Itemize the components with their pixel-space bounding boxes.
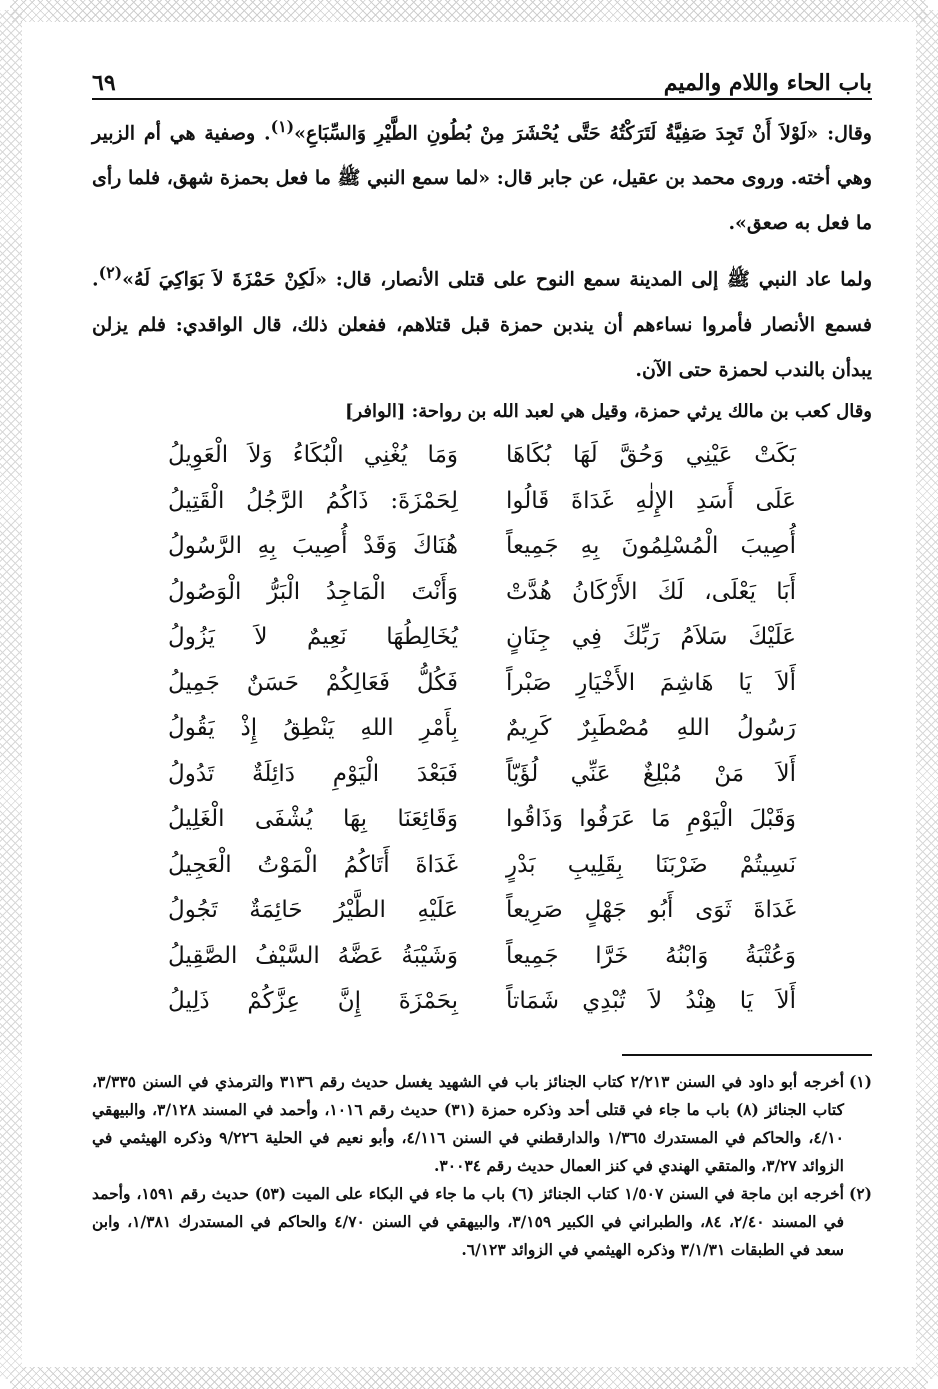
verse	[92, 660, 872, 706]
verse-first-hemistich: عَلَى أَسَدِ الإِلٰهِ غَدَاةَ قَالُوا	[506, 487, 796, 514]
verse	[92, 524, 872, 570]
verse	[92, 433, 872, 479]
footnote-ref[interactable]: (١)	[270, 117, 295, 136]
ornamental-border-bottom	[10, 1367, 928, 1389]
footnote-ref[interactable]: (٢)	[98, 263, 123, 283]
verse-first-hemistich: وَعُتْبَةُ وَابْنُهُ خَرَّا جَمِيعاً	[506, 942, 796, 969]
verse-first-hemistich: أَبَا يَعْلَى، لَكَ الأَرْكَانُ هُدَّتْ	[506, 578, 796, 605]
verse-first-hemistich: عَلَيْكَ سَلاَمُ رَبِّكَ فِي جِنَانٍ	[506, 624, 796, 651]
verse-second-hemistich: بِأَمْرِ اللهِ يَنْطِقُ إِذْ يَقُولُ	[168, 715, 458, 742]
verse	[92, 706, 872, 752]
verse	[92, 569, 872, 615]
verse-second-hemistich: فَبَعْدَ الْيَوْمِ دَائِلَةٌ تَدُولُ	[168, 760, 458, 787]
verse-first-hemistich: رَسُولُ اللهِ مُصْطَبِرٌ كَرِيمٌ	[506, 715, 796, 742]
hadith-quote: «لَوْلاَ أَنْ تَجِدَ صَفِيَّةُ لَتَرَكْتُهُ حَتَّى يُحْشَرَ مِنْ بُطُونِ الطَّيْرِ وَالسِّبَاعِ»	[294, 122, 819, 145]
verse-first-hemistich: بَكَتْ عَيْنِي وَحُقَّ لَهَا بُكَاهَا	[506, 442, 796, 469]
verse-second-hemistich: عَلَيْهِ الطَّيْرُ حَائِمَةٌ تَجُولُ	[168, 897, 458, 924]
footnote-number: (١)	[848, 1072, 872, 1092]
verse-second-hemistich: لِحَمْزَةَ: ذَاكُمُ الرَّجُلُ الْقَتِيلُ	[168, 487, 458, 514]
verse	[92, 888, 872, 934]
hadith-quote: «لَكِنْ حَمْزَةَ لاَ بَوَاكِيَ لَهُ»	[122, 268, 327, 291]
verse-second-hemistich: هُنَاكَ وَقَدْ أُصِيبَ بِهِ الرَّسُولُ	[168, 533, 458, 560]
verse-second-hemistich: يُخَالِطُهَا نَعِيمٌ لاَ يَزُولُ	[168, 624, 458, 651]
paragraph: وقال: «لَوْلاَ أَنْ تَجِدَ صَفِيَّةُ لَتَرَكْتُهُ حَتَّى يُحْشَرَ مِنْ بُطُونِ الطَّيْرِ وَالسِّبَاعِ»$^{(١)}$. وصفية هي أم الزبير وهي أخته. وروى محمد بن عقيل، عن جابر قال: «لما سمع النبي ﷺ ما فعل بحمزة شهق، فلما رأى ما فعل به صعق».	[92, 117, 872, 235]
verse-first-hemistich: وَقَبْلَ الْيَوْمِ مَا عَرَفُوا وَذَاقُوا	[506, 806, 796, 833]
ornamental-border-right	[916, 10, 938, 1379]
verse-first-hemistich: أَلاَ مَنْ مُبْلِغٌ عَنِّي لُؤَيّاً	[506, 760, 796, 787]
page-header	[92, 60, 872, 100]
verse	[92, 979, 872, 1025]
main-text	[92, 104, 872, 393]
footnote-separator	[622, 1054, 872, 1056]
footnote-text: أخرجه ابن ماجة في السنن ١/٥٠٧ كتاب الجنائز (٦) باب ما جاء في البكاء على الميت (٥٣) حديث رقم ١٥٩١، وأحمد في المسند ٢/٤٠، ٨٤، والطبراني في الكبير ٣/١٥٩، والبيهقي في السنن ٤/٧٠ والحاكم في المستدرك ١/٣٨١، وابن سعد في الطبقات ٣/١/٣١ وذكره الهيثمي في الزوائد ٦/١٢٣.	[92, 1184, 844, 1260]
verse	[92, 751, 872, 797]
paragraph: ولما عاد النبي ﷺ إلى المدينة سمع النوح على قتلى الأنصار، قال: «لَكِنْ حَمْزَةَ لاَ بَوَاكِيَ لَهُ»$^{(٢)}$. فسمع الأنصار فأمروا نساءهم أن يندبن حمزة قبل قتلاهم، ففعلن ذلك، قال الواقدي: فلم يزلن يبدأن بالندب لحمزة حتى الآن.	[92, 263, 872, 381]
chapter-title: باب الحاء واللام والميم	[663, 70, 872, 96]
poem-intro: وقال كعب بن مالك يرثي حمزة، وقيل هي لعبد الله بن رواحة: [الوافر]	[344, 400, 872, 422]
footnote-text: أخرجه أبو داود في السنن ٢/٢١٣ كتاب الجنائز باب في الشهيد يغسل حديث رقم ٣١٣٦ والترمذي في السنن ٣/٣٣٥، كتاب الجنائز (٨) باب ما جاء في قتلى أحد وذكره حمزة (٣١) حديث رقم ١٠١٦، وأحمد في المسند ٣/١٢٨، والبيهقي ٤/١٠، والحاكم في المستدرك ١/٣٦٥ والدارقطني في السنن ٤/١١٦، وأبو نعيم في الحلية ٩/٢٢٦ وذكره الهيثمي في الزوائد ٣/٢٧، والمتقي الهندي في كنز العمال حديث رقم ٣٠٠٣٤.	[92, 1072, 845, 1176]
verse	[92, 615, 872, 661]
ornamental-border-left	[0, 10, 22, 1379]
verse-first-hemistich: غَدَاةَ ثَوَى أَبُو جَهْلٍ صَرِيعاً	[506, 897, 796, 924]
book-page	[92, 60, 872, 1264]
verse-second-hemistich: غَدَاةَ أَتَاكُمُ الْمَوْتُ الْعَجِيلُ	[168, 851, 458, 878]
verse-second-hemistich: بِحَمْزَةَ إِنَّ عِزَّكُمْ ذَلِيلُ	[168, 988, 458, 1015]
verse	[92, 933, 872, 979]
verse-first-hemistich: أَلاَ يَا هَاشِمَ الأَخْيَارِ صَبْراً	[506, 669, 796, 696]
verse-second-hemistich: فَكُلُّ فَعَالِكُمْ حَسَنٌ جَمِيلُ	[168, 669, 458, 696]
verse-first-hemistich: نَسِيتُمْ ضَرْبَنَا بِقَلِيبِ بَدْرٍ	[506, 851, 796, 878]
footnote-number: (٢)	[848, 1184, 872, 1204]
verse-second-hemistich: وَشَيْبَةُ عَضَّهُ السَّيْفُ الصَّقِيلُ	[168, 942, 458, 969]
footnote	[92, 1068, 872, 1180]
ornamental-border-top	[10, 0, 928, 22]
verse-second-hemistich: وَقَائِعَنَا بِهَا يُشْفَى الْغَلِيلُ	[168, 806, 458, 833]
verse-first-hemistich: أُصِيبَ الْمُسْلِمُونَ بِهِ جَمِيعاً	[506, 533, 796, 560]
page-number: ٦٩	[92, 70, 116, 96]
footnotes	[92, 1068, 872, 1264]
verse-second-hemistich: وَمَا يُغْنِي الْبُكَاءُ وَلاَ الْعَوِيلُ	[168, 442, 458, 469]
verse	[92, 478, 872, 524]
verse	[92, 842, 872, 888]
verse	[92, 797, 872, 843]
poem	[92, 433, 872, 1025]
verse-first-hemistich: أَلاَ يَا هِنْدُ لاَ تُبْدِي شَمَاتاً	[506, 988, 796, 1015]
verse-second-hemistich: وَأَنْتَ الْمَاجِدُ الْبَرُّ الْوَصُولُ	[168, 578, 458, 605]
footnote	[92, 1180, 872, 1264]
